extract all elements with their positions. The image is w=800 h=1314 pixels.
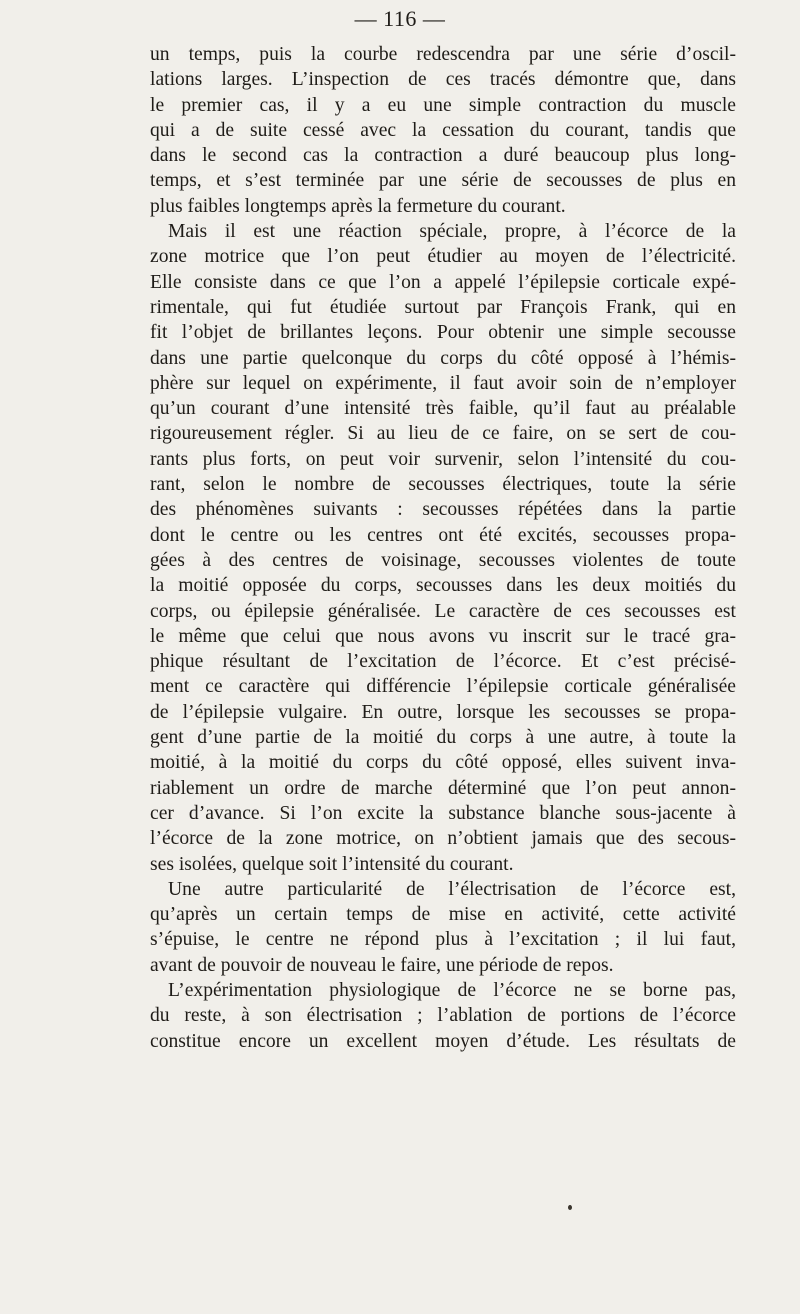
text-line: Une autre particularité de l’électrisation de l’écorce est, [168,878,736,900]
text-line: dans une partie quelconque du corps du côté opposé à l’hémis- [150,347,736,369]
text-line: qu’après un certain temps de mise en activité, cette activité [150,904,736,926]
text-line: ses isolées, quelque soit l’intensité du courant. [150,853,514,875]
text-line: riablement un ordre de marche déterminé que l’on peut annon- [150,777,736,799]
text-line: la moitié opposée du corps, secousses dans les deux moitiés du [150,575,736,597]
text-line: qu’un courant d’une intensité très faible, qu’il faut au préalable [150,398,736,420]
text-line: dont le centre ou les centres ont été excités, secousses propa- [150,524,736,546]
text-line: phique résultant de l’excitation de l’écorce. Et c’est précisé- [150,651,736,673]
text-line: cer d’avance. Si l’on excite la substance blanche sous-jacente à [150,802,736,824]
body-text [150,42,736,1054]
text-line: L’expérimentation physiologique de l’écorce ne se borne pas, [168,979,736,1001]
text-line: ment ce caractère qui différencie l’épilepsie corticale généralisée [150,676,736,698]
text-line: rants plus forts, on peut voir survenir, selon l’intensité du cou- [150,448,736,470]
text-line: rant, selon le nombre de secousses électriques, toute la série [150,474,736,496]
text-line: de l’épilepsie vulgaire. En outre, lorsque les secousses se propa- [150,701,736,723]
ink-speck [568,1205,572,1210]
text-line: le premier cas, il y a eu une simple contraction du muscle [150,94,736,116]
text-line: gées à des centres de voisinage, secousses violentes de toute [150,549,736,571]
text-line: dans le second cas la contraction a duré beaucoup plus long- [150,145,736,167]
text-line: gent d’une partie de la moitié du corps à une autre, à toute la [150,727,736,749]
page-number: — 116 — [354,6,446,31]
text-line: un temps, puis la courbe redescendra par une série d’oscil- [150,44,736,65]
text-line: Mais il est une réaction spéciale, propre, à l’écorce de la [168,221,736,243]
text-line: s’épuise, le centre ne répond plus à l’excitation ; il lui faut, [150,929,736,951]
text-line: rigoureusement régler. Si au lieu de ce faire, on se sert de cou- [150,423,736,445]
text-line: plus faibles longtemps après la fermeture du courant. [150,195,566,217]
text-line: corps, ou épilepsie généralisée. Le caractère de ces secousses est [150,600,736,622]
text-line: qui a de suite cessé avec la cessation du courant, tandis que [150,119,736,141]
text-line: du reste, à son électrisation ; l’ablation de portions de l’écorce [150,1005,736,1027]
text-line: zone motrice que l’on peut étudier au moyen de l’électricité. [150,246,736,268]
text-line: avant de pouvoir de nouveau le faire, une période de repos. [150,954,614,976]
text-line: constitue encore un excellent moyen d’étude. Les résultats de [150,1030,736,1052]
text-line: des phénomènes suivants : secousses répétées dans la partie [150,499,736,521]
text-line: l’écorce de la zone motrice, on n’obtient jamais que des secous- [150,828,736,850]
text-line: phère sur lequel on expérimente, il faut avoir soin de n’employer [150,372,736,394]
text-line: Elle consiste dans ce que l’on a appelé l’épilepsie corticale expé- [150,271,736,293]
text-line: moitié, à la moitié du corps du côté opposé, elles suivent inva- [150,752,736,774]
text-line: temps, et s’est terminée par une série de secousses de plus en [150,170,736,192]
text-line: le même que celui que nous avons vu inscrit sur le tracé gra- [150,625,736,647]
text-line: lations larges. L’inspection de ces tracés démontre que, dans [150,69,736,91]
text-line: fit l’objet de brillantes leçons. Pour obtenir une simple secousse [150,322,736,344]
text-line: rimentale, qui fut étudiée surtout par François Frank, qui en [150,296,736,318]
